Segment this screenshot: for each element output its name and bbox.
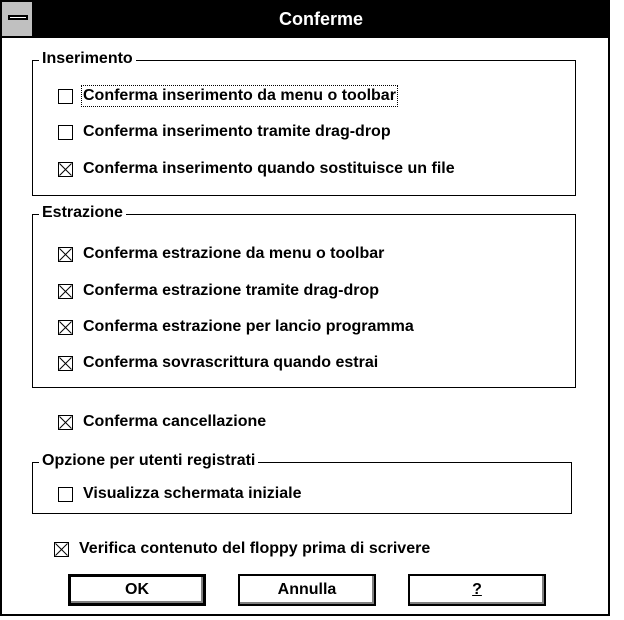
checkbox-label: Conferma estrazione tramite drag-drop	[83, 282, 380, 299]
group-estrazione-legend: Estrazione	[39, 204, 126, 222]
checkbox-label: Conferma inserimento da menu o toolbar	[83, 87, 396, 104]
checkbox-verifica-floppy[interactable]	[54, 540, 430, 558]
checkbox-label: Conferma estrazione da menu o toolbar	[83, 245, 385, 262]
checkbox-checked-icon[interactable]	[58, 247, 73, 262]
group-inserimento-legend: Inserimento	[39, 50, 136, 68]
checkbox-checked-icon[interactable]	[58, 415, 73, 430]
checkbox-checked-icon[interactable]	[54, 542, 69, 557]
system-menu-button[interactable]	[2, 2, 34, 36]
help-button-label: ?	[472, 581, 482, 598]
checkbox-cancellazione[interactable]	[58, 413, 266, 431]
checkbox-inserimento-menu[interactable]	[58, 87, 396, 105]
checkbox-sovrascrittura[interactable]	[58, 354, 378, 372]
checkbox-label: Conferma cancellazione	[83, 413, 267, 430]
checkbox-unchecked-icon[interactable]	[58, 487, 73, 502]
checkbox-inserimento-sostituisce[interactable]	[58, 160, 455, 178]
window-title: Conferme	[278, 9, 363, 29]
checkbox-inserimento-drag[interactable]	[58, 123, 391, 141]
checkbox-estrazione-drag[interactable]	[58, 282, 379, 300]
group-registrati-legend: Opzione per utenti registrati	[39, 452, 258, 470]
checkbox-unchecked-icon[interactable]	[58, 125, 73, 140]
title-bar	[2, 2, 608, 38]
checkbox-unchecked-icon[interactable]	[58, 89, 73, 104]
checkbox-checked-icon[interactable]	[58, 320, 73, 335]
cancel-button-label: Annulla	[277, 581, 337, 598]
checkbox-label: Verifica contenuto del floppy prima di scrivere	[79, 540, 431, 557]
checkbox-checked-icon[interactable]	[58, 284, 73, 299]
system-menu-icon	[8, 15, 28, 20]
checkbox-schermata-iniziale[interactable]	[58, 485, 301, 503]
cancel-button[interactable]	[238, 574, 376, 606]
checkbox-estrazione-lancio[interactable]	[58, 318, 414, 336]
checkbox-label: Conferma estrazione per lancio programma	[83, 318, 414, 335]
checkbox-label: Conferma inserimento quando sostituisce un file	[83, 160, 455, 177]
ok-button-label: OK	[125, 581, 149, 598]
checkbox-label: Visualizza schermata iniziale	[83, 485, 302, 502]
checkbox-estrazione-menu[interactable]	[58, 245, 384, 263]
checkbox-checked-icon[interactable]	[58, 356, 73, 371]
checkbox-label: Conferma sovrascrittura quando estrai	[83, 354, 379, 371]
checkbox-checked-icon[interactable]	[58, 162, 73, 177]
help-button[interactable]	[408, 574, 546, 606]
ok-button[interactable]	[68, 574, 206, 606]
checkbox-label: Conferma inserimento tramite drag-drop	[83, 123, 391, 140]
